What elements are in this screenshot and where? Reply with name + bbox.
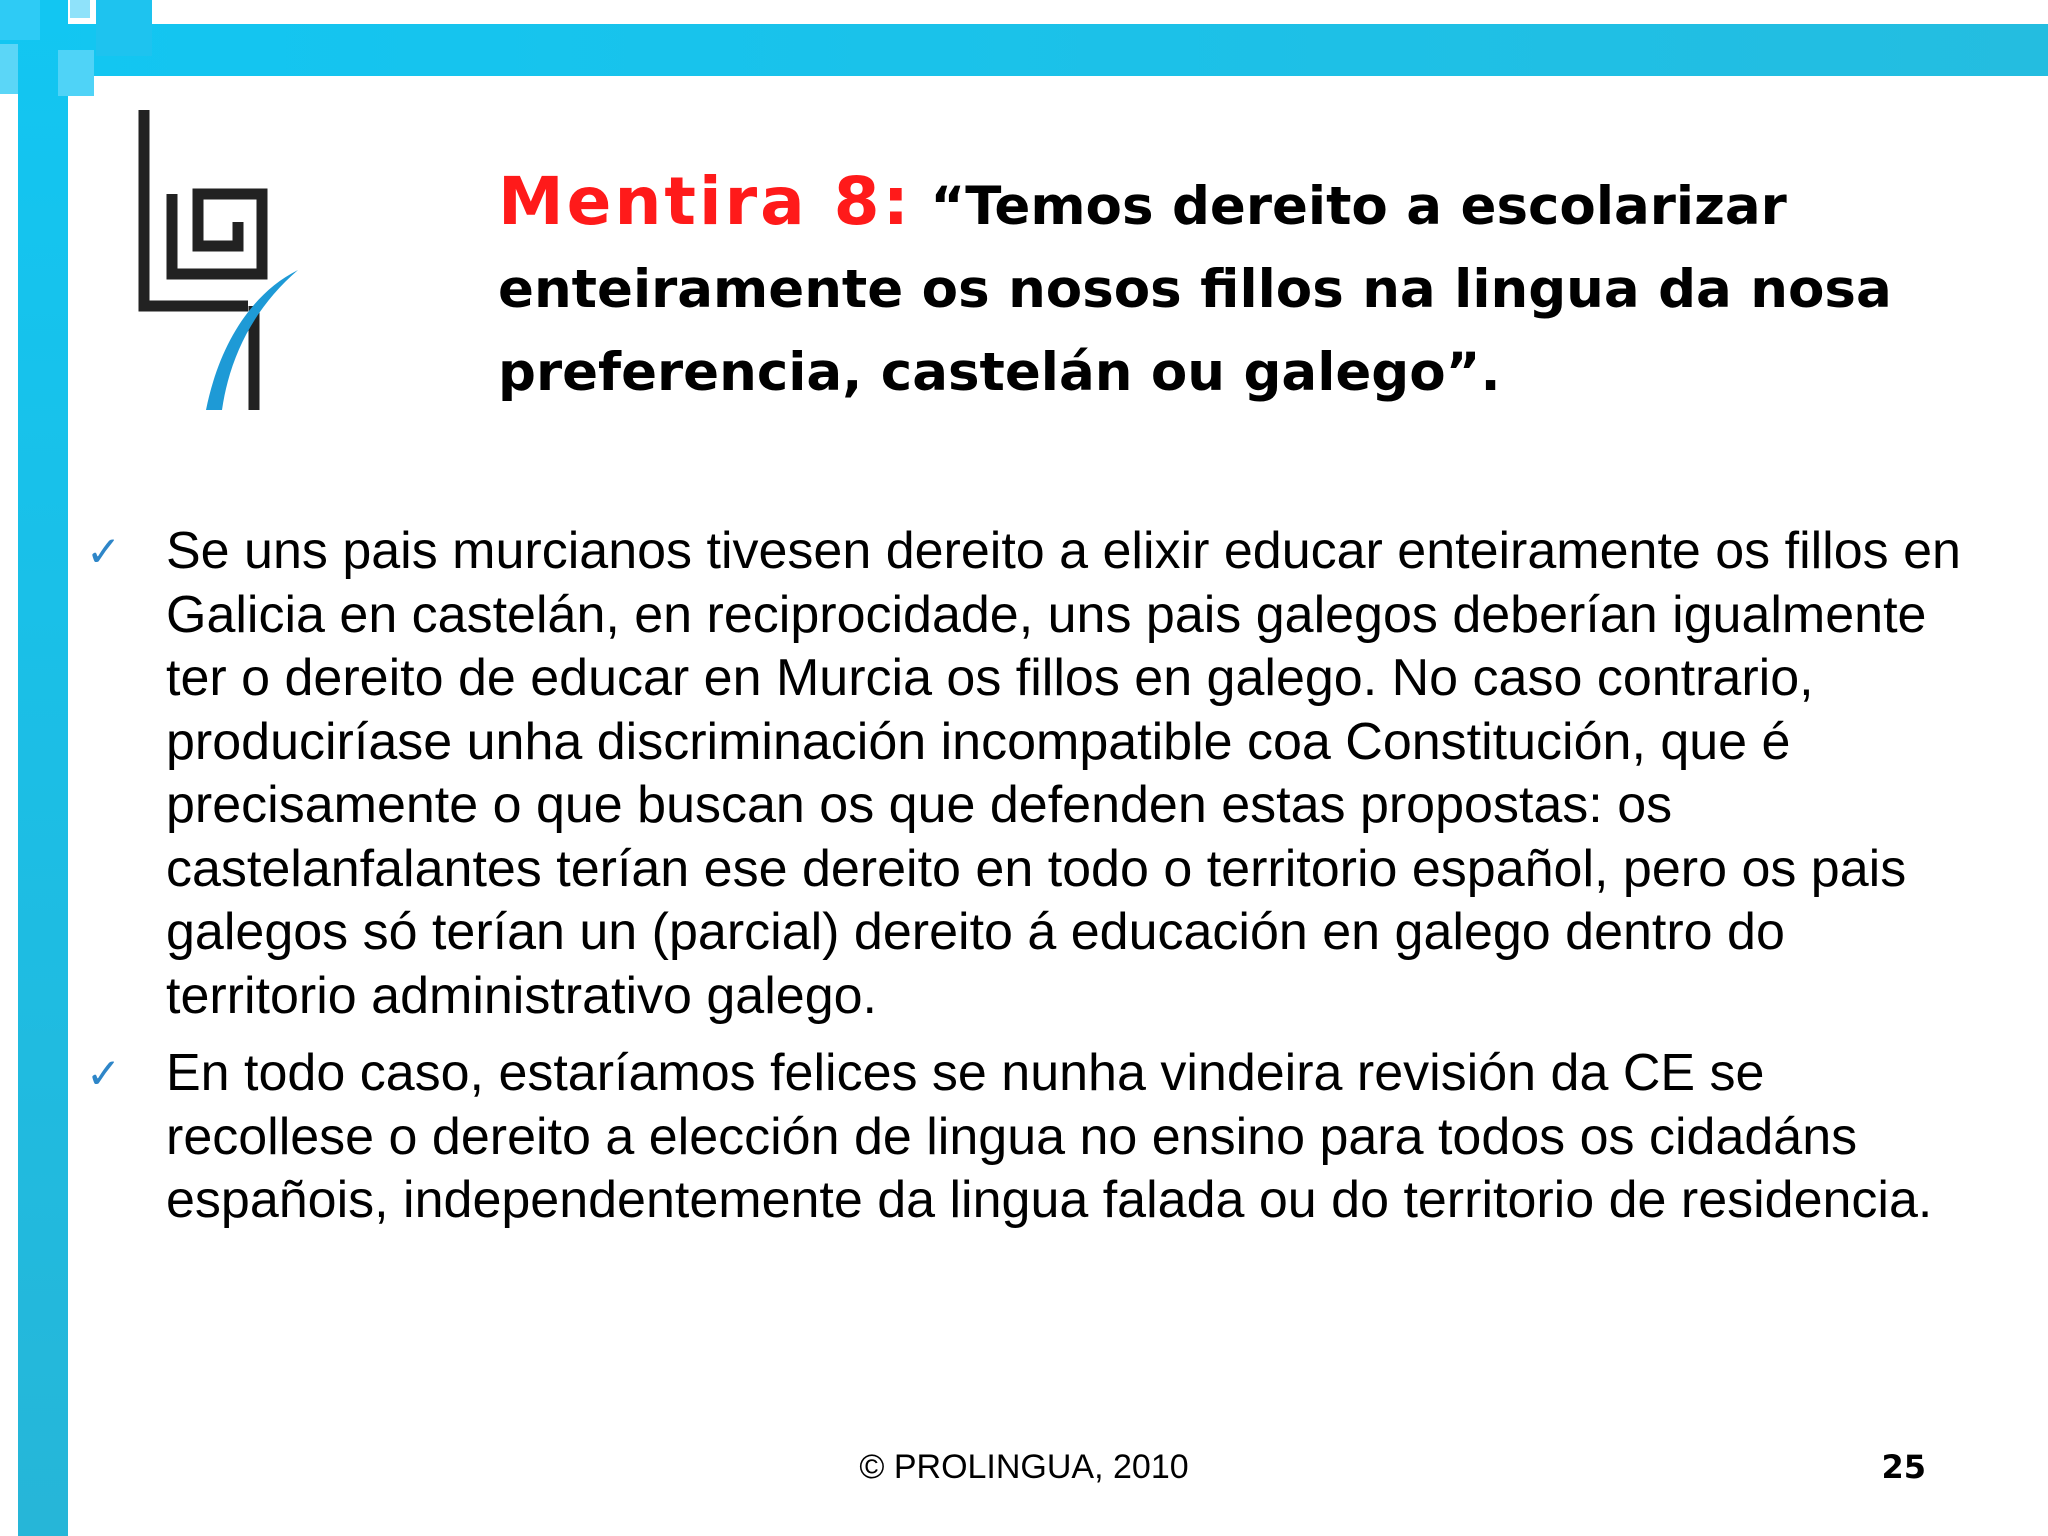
title-label: Mentira 8:	[498, 163, 912, 240]
corner-square	[70, 0, 90, 18]
page-number: 25	[1881, 1448, 1926, 1486]
bullet-item	[86, 1042, 1966, 1233]
bullet-text: En todo caso, estaríamos felices se nunha vindeira revisión da CE se recollese o dereito a elección de lingua no ensino para todos os cidadáns españois, independentemente da lingua falada ou do territorio de residencia.	[166, 1044, 1933, 1229]
bullet-item	[86, 520, 1966, 1028]
slide-title	[498, 160, 1928, 414]
corner-square	[96, 0, 152, 56]
left-accent-bar	[18, 0, 68, 1536]
top-accent-bar	[0, 24, 2048, 76]
bullet-list	[86, 520, 1966, 1247]
title-text: “Temos dereito a escolarizar enteiramente os nosos fillos na lingua da nosa preferencia, castelán ou galego”.	[498, 176, 1892, 403]
logo-spiral	[172, 194, 262, 274]
corner-square	[0, 44, 18, 94]
footer-copyright: © PROLINGUA, 2010	[859, 1448, 1189, 1486]
corner-square	[58, 50, 94, 96]
check-icon: ✓	[86, 527, 122, 576]
prolingua-logo	[130, 110, 310, 420]
check-icon: ✓	[86, 1049, 122, 1098]
corner-square	[0, 0, 40, 40]
bullet-text: Se uns pais murcianos tivesen dereito a elixir educar enteiramente os fillos en Galicia en castelán, en reciprocidade, uns pais galegos deberían igualmente ter o dereito de educar en Murcia os fillos en galego. No caso contrario, produciríase unha discriminación incompatible coa Constitución, que é precisamente o que buscan os que defenden estas propostas: os castelanfalantes terían ese dereito en todo o territorio español, pero os pais galegos só terían un (parcial) dereito á educación en galego dentro do territorio administrativo galego.	[166, 522, 1961, 1025]
